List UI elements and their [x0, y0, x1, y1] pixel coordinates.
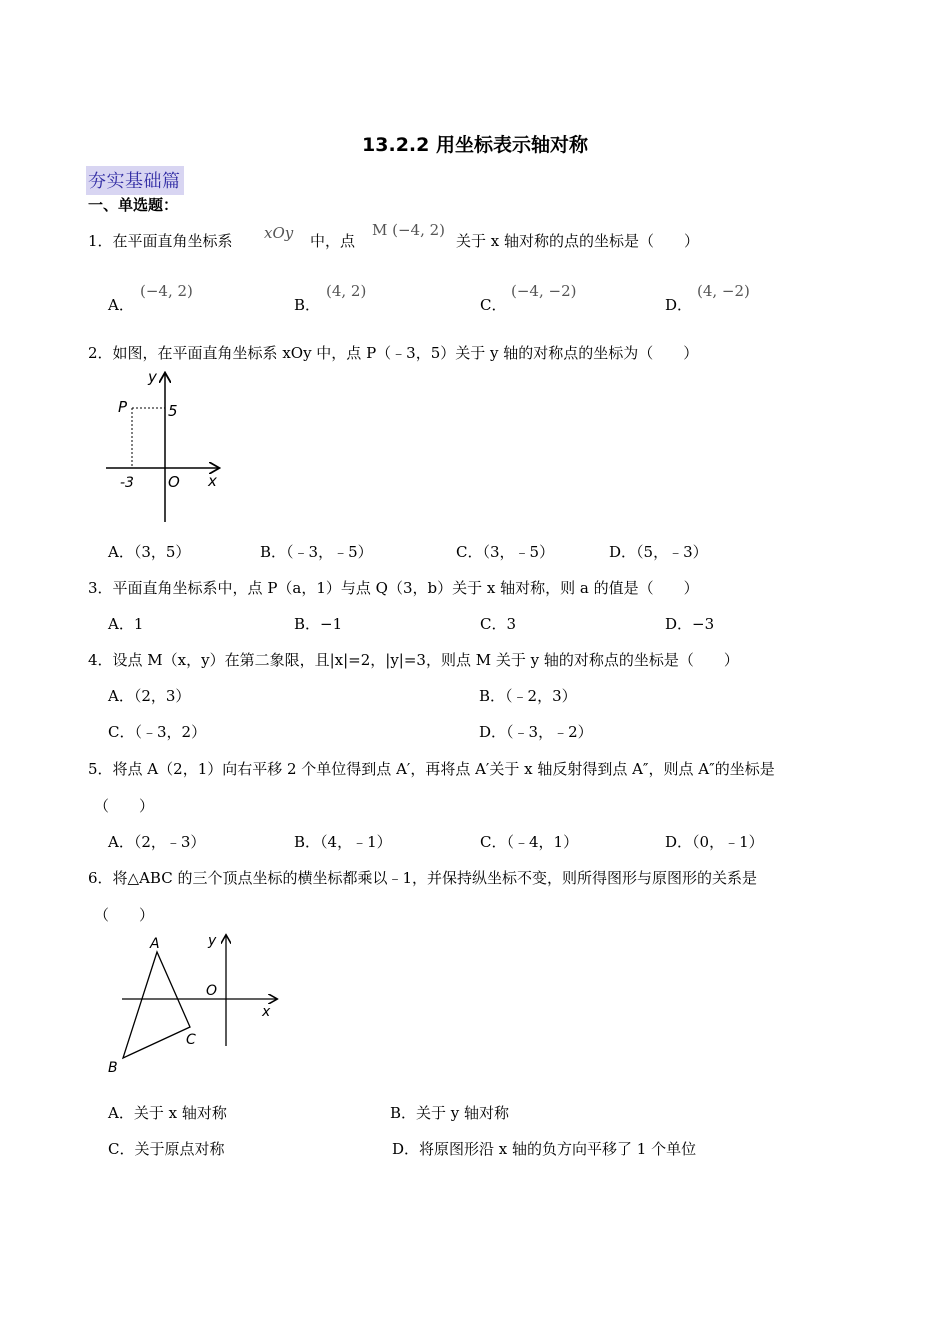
question-6-blank: （ ）	[94, 906, 155, 924]
q2-option-a: A．（3，5）	[108, 543, 191, 561]
q6-option-d: D．将原图形沿 x 轴的负方向平移了 1 个单位	[392, 1140, 697, 1158]
q3-option-d: D．−3	[665, 615, 715, 633]
option-a-value: (−4, 2)	[140, 282, 193, 300]
question-1	[88, 230, 233, 251]
q3-option-c: C．3	[480, 615, 517, 633]
math-system: xOy	[264, 224, 294, 242]
q5-option-a: A．（2，﹣3）	[108, 833, 206, 851]
option-d-value: (4, −2)	[697, 282, 750, 300]
q5-option-c: C．（﹣4，1）	[480, 833, 579, 851]
q2-option-b: B．（﹣3，﹣5）	[260, 543, 373, 561]
option-c-value: (−4, −2)	[511, 282, 577, 300]
triangle-abc	[123, 952, 190, 1058]
question-2: 2．如图，在平面直角坐标系 xOy 中，点 P（﹣3，5）关于 y 轴的对称点的坐标为（ ）	[88, 344, 699, 362]
math-point: M (−4, 2)	[372, 221, 446, 239]
q5-option-b: B．（4，﹣1）	[294, 833, 392, 851]
q3-option-b: B．−1	[294, 615, 343, 633]
q6-option-a: A．关于 x 轴对称	[108, 1104, 227, 1122]
question-text-mid: 中，点	[310, 232, 356, 250]
question-text-pre: 在平面直角坐标系	[112, 232, 233, 250]
y-axis-label: y	[208, 933, 217, 949]
tick-neg3-label: -3	[120, 475, 134, 491]
question-5: 5．将点 A（2，1）向右平移 2 个单位得到点 A′，再将点 A′关于 x 轴反射得到点 A″，则点 A″的坐标是	[88, 760, 775, 778]
option-c-label: C．	[480, 296, 507, 314]
q4-option-b: B．（﹣2，3）	[479, 687, 577, 705]
x-axis-label: x	[208, 472, 217, 490]
q6-option-b: B．关于 y 轴对称	[390, 1104, 510, 1122]
question-6: 6．将△ABC 的三个顶点坐标的横坐标都乘以﹣1，并保持纵坐标不变，则所得图形与原图形的关系是	[88, 869, 758, 887]
q5-option-d: D．（0，﹣1）	[665, 833, 764, 851]
q3-option-a: A．1	[108, 615, 144, 633]
vertex-b-label: B	[108, 1060, 118, 1076]
figure-q2-coordinate-plane	[100, 366, 230, 526]
question-text-post: 关于 x 轴对称的点的坐标是（ ）	[456, 232, 699, 250]
vertex-a-label: A	[150, 936, 160, 952]
y-axis-label: y	[148, 368, 157, 386]
q4-option-c: C．（﹣3，2）	[108, 723, 207, 741]
origin-label: O	[206, 983, 218, 999]
question-number: 1．	[88, 232, 113, 250]
section-label: 夯实基础篇	[86, 166, 184, 195]
vertex-c-label: C	[186, 1032, 196, 1048]
figure-q6-triangle	[100, 928, 290, 1080]
question-3: 3．平面直角坐标系中，点 P（a，1）与点 Q（3，b）关于 x 轴对称，则 a 的值是（ ）	[88, 579, 699, 597]
q2-option-c: C．（3，﹣5）	[456, 543, 555, 561]
tick-5-label: 5	[168, 402, 178, 420]
x-axis-label: x	[262, 1004, 271, 1020]
q4-option-d: D．（﹣3，﹣2）	[479, 723, 593, 741]
question-4: 4．设点 M（x，y）在第二象限，且|x|=2，|y|=3，则点 M 关于 y 轴的对称点的坐标是（ ）	[88, 651, 739, 669]
q4-option-a: A．（2，3）	[108, 687, 191, 705]
option-b-value: (4, 2)	[326, 282, 367, 300]
page-title: 13.2.2 用坐标表示轴对称	[362, 134, 588, 156]
option-a-label: A．	[108, 296, 134, 314]
option-b-label: B．	[294, 296, 321, 314]
origin-label: O	[168, 473, 180, 491]
question-type-heading: 一、单选题：	[88, 196, 179, 214]
point-p-label: P	[118, 398, 128, 416]
option-d-label: D．	[665, 296, 693, 314]
question-5-blank: （ ）	[94, 797, 155, 815]
q2-option-d: D．（5，﹣3）	[609, 543, 708, 561]
q6-option-c: C．关于原点对称	[108, 1140, 225, 1158]
